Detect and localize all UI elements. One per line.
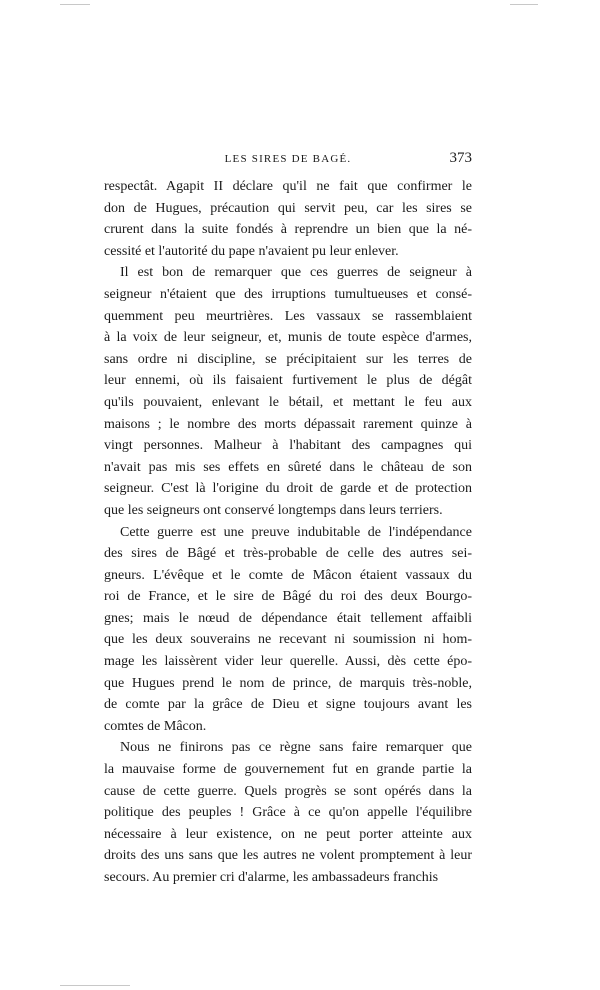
paragraph xyxy=(104,522,472,738)
text-line: des sires de Bâgé et très-probable de celle des autres sei- xyxy=(104,546,472,562)
scan-edge-mark xyxy=(60,4,90,5)
text-line: gnes; mais le nœud de dépendance était tellement affaibli xyxy=(104,610,472,626)
running-title: LES SIRES DE BAGÉ. xyxy=(224,153,352,165)
text-line: Nous ne finirons pas ce règne sans faire remarquer que xyxy=(120,740,472,756)
text-line: don de Hugues, précaution qui servit peu, car les sires se xyxy=(104,200,472,216)
text-line: Il est bon de remarquer que ces guerres de seigneur à xyxy=(120,265,472,281)
paragraph xyxy=(104,176,472,262)
text-line: gneurs. L'évêque et le comte de Mâcon étaient vassaux du xyxy=(104,567,472,583)
paragraph xyxy=(104,262,472,521)
text-line: cause de cette guerre. Quels progrès se sont opérés dans la xyxy=(104,783,472,799)
text-line: la mauvaise forme de gouvernement fut en grande partie la xyxy=(104,762,472,778)
text-line: leur ennemi, où ils faisaient furtivement le plus de dégât xyxy=(104,373,472,389)
text-line: sans ordre ni discipline, se précipitaient sur les terres de xyxy=(104,351,472,367)
scan-edge-mark xyxy=(60,985,130,986)
text-line: qu'ils pouvaient, enlevant le bétail, et mettant le feu aux xyxy=(104,394,472,410)
text-line: que les deux souverains ne recevant ni soumission ni hom- xyxy=(104,632,472,648)
text-line: maisons ; le nombre des morts dépassait rarement quinze à xyxy=(104,416,472,432)
text-line: seigneur n'étaient que des irruptions tumultueuses et consé- xyxy=(104,286,472,302)
text-line: comtes de Mâcon. xyxy=(104,718,207,734)
text-line: mage les laissèrent vider leur querelle. Aussi, dès cette épo- xyxy=(104,654,472,670)
text-line: n'avait pas mis ses effets en sûreté dans le château de son xyxy=(104,459,472,475)
text-line: que les seigneurs ont conservé longtemps dans leurs terriers. xyxy=(104,502,443,518)
text-line: droits des uns sans que les autres ne volent promptement à leur xyxy=(104,848,472,864)
text-line: secours. Au premier cri d'alarme, les ambassadeurs franchis xyxy=(104,870,439,885)
text-line: que Hugues prend le nom de prince, de marquis très-noble, xyxy=(104,675,472,691)
text-line: à la voix de leur seigneur, et, munis de toute espèce d'armes, xyxy=(104,330,472,346)
text-line: vingt personnes. Malheur à l'habitant des campagnes qui xyxy=(104,438,472,454)
text-line: seigneur. C'est là l'origine du droit de garde et de protection xyxy=(104,481,472,497)
text-line: de comte par la grâce de Dieu et signe toujours avant les xyxy=(104,697,472,713)
text-line: roi de France, et le sire de Bâgé du roi des deux Bourgo- xyxy=(104,589,472,605)
text-line: cessité et l'autorité du pape n'avaient pu leur enlever. xyxy=(104,243,399,259)
text-line: crurent dans la suite fondés à reprendre un bien que la né- xyxy=(104,222,472,238)
page-number: 373 xyxy=(449,150,472,166)
text-line: politique des peuples ! Grâce à ce qu'on appelle l'équilibre xyxy=(104,805,472,821)
text-line: quemment peu meurtrières. Les vassaux se rassemblaient xyxy=(104,308,472,324)
scan-edge-mark xyxy=(510,4,538,5)
paragraph xyxy=(104,737,472,888)
text-line: nécessaire à leur existence, on ne peut porter atteinte aux xyxy=(104,826,472,842)
body-text xyxy=(104,176,472,889)
text-line: Cette guerre est une preuve indubitable de l'indépendance xyxy=(120,524,472,540)
text-line: respectât. Agapit II déclare qu'il ne fait que confirmer le xyxy=(104,179,472,194)
running-head xyxy=(104,150,472,170)
